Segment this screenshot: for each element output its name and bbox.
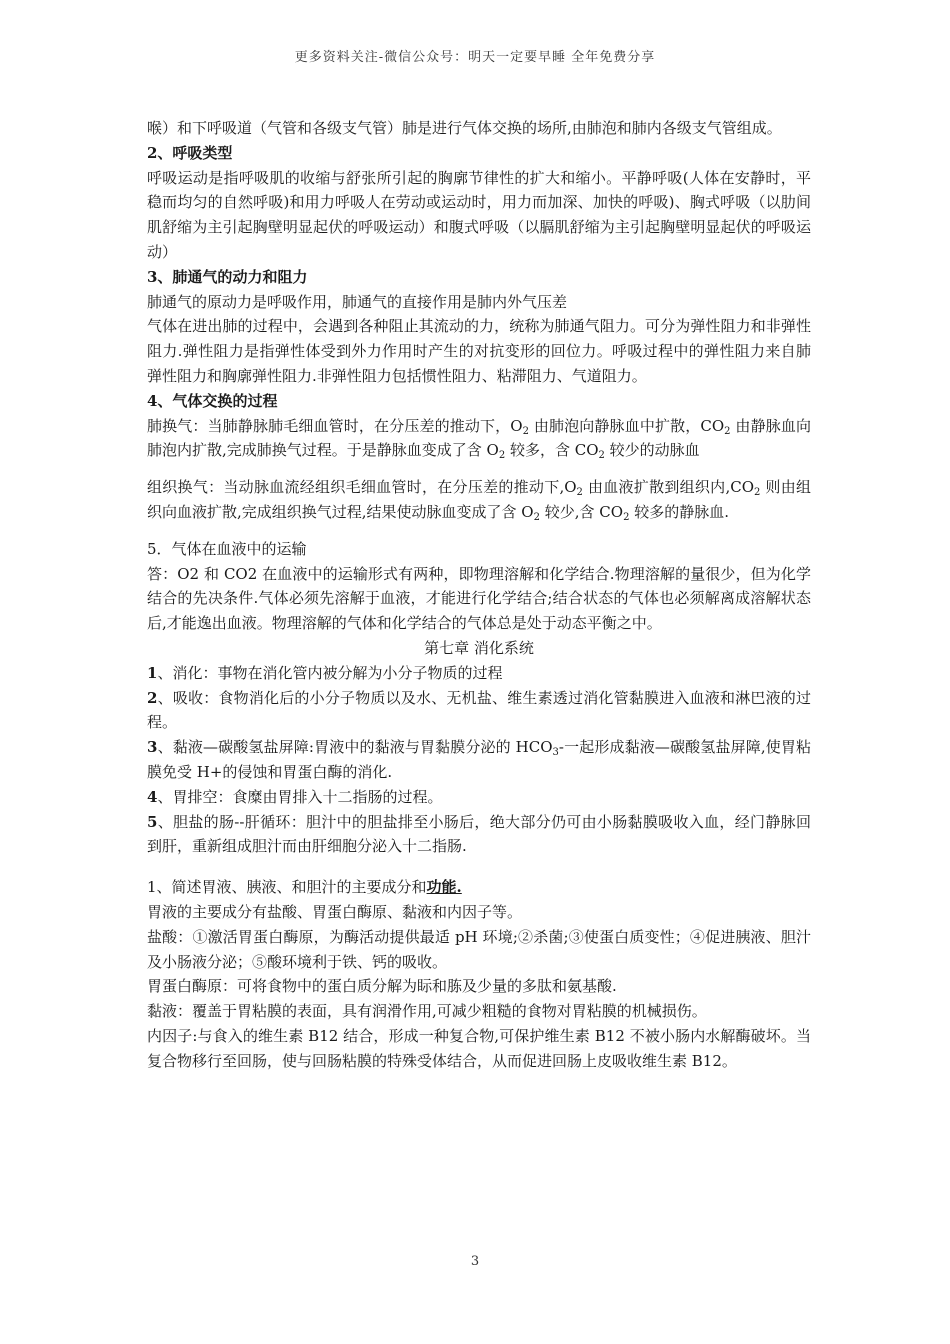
document-body xyxy=(147,116,811,1073)
answer-pepsinogen: 胃蛋白酶原：可将食物中的蛋白质分解为眎和胨及少量的多肽和氨基酸. xyxy=(147,977,617,996)
definition-absorption: 2、吸收：食物消化后的小分子物质以及水、无机盐、维生素透过消化管黏膜进入血液和淋巴液的过程。 xyxy=(147,688,811,732)
paragraph-ventilation-resistance: 气体在进出肺的过程中，会遇到各种阻止其流动的力，统称为肺通气阻力。可分为弹性阻力和非弹性阻力.弹性阻力是指弹性体受到外力作用时产生的对抗变形的回位力。呼吸过程中的弹性阻力来自肺弹性阻力和胸廓弹性阻力.非弹性阻力包括惯性阻力、粘滞阻力、气道阻力。 xyxy=(147,317,811,385)
page-header: 更多资料关注-微信公众号：明天一定要早睡 全年免费分享 xyxy=(294,50,656,65)
heading-ventilation: 3、肺通气的动力和阻力 xyxy=(147,267,308,286)
paragraph-airway: 喉）和下呼吸道（气管和各级支气管）肺是进行气体交换的场所,由肺泡和肺内各级支气管组成。 xyxy=(147,119,782,137)
definition-mucus-barrier: 3、黏液—碳酸氢盐屏障:胃液中的黏液与胃黏膜分泌的 $HCO_3-$一起形成黏液—碳酸氢盐屏障,使胃粘膜免受 H+的侵蚀和胃蛋白酶的消化. xyxy=(147,738,811,781)
answer-hydrochloric-acid: 盐酸：①激活胃蛋白酶原，为酶活动提供最适 pH 环境;②杀菌;③使蛋白质变性；④促进胰液、胆汁及小肠液分泌；⑤酸环境利于铁、钙的吸收。 xyxy=(147,927,811,971)
answer-mucus: 黏液：覆盖于胃粘膜的表面，具有润滑作用,可减少粗糙的食物对胃粘膜的机械损伤。 xyxy=(147,1002,707,1021)
heading-breathing-types: 2、呼吸类型 xyxy=(147,143,233,162)
answer-intrinsic-factor: 内因子:与食入的维生素 B12 结合，形成一种复合物,可保护维生素 B12 不被小肠内水解酶破坏。当复合物移行至回肠，使与回肠粘膜的特殊受体结合，从而促进回肠上皮吸收维生素 B12。 xyxy=(147,1026,811,1070)
heading-gas-exchange: 4、气体交换的过程 xyxy=(147,391,278,410)
paragraph-tissue-exchange: 组织换气：当动脉血流经组织毛细血管时，在分压差的推动下$,O_2$ 由血液扩散到组织内$,CO_2$ 则由组织向血液扩散,完成组织换气过程,结果使动脉血变成了含 $O_2$ 较少,含 $CO_2$ 较多的静脉血. xyxy=(147,478,811,523)
question-heading: 1、简述胃液、胰液、和胆汁的主要成分和功能. xyxy=(147,878,462,897)
answer-gastric-juice: 胃液的主要成分有盐酸、胃蛋白酶原、黏液和内因子等。 xyxy=(147,902,523,921)
page-number: 3 xyxy=(470,1254,480,1269)
paragraph-lung-exchange: 肺换气：当肺静脉肺毛细血管时，在分压差的推动下，$O_2$ 由肺泡向静脉血中扩散，$CO_2$ 由静脉血向肺泡内扩散,完成肺换气过程。于是静脉血变成了含 $O_2$ 较多，含 $CO_2$ 较少的动脉血 xyxy=(147,416,811,462)
paragraph-gas-transport: 答：O2 和 CO2 在血液中的运输形式有两种，即物理溶解和化学结合.物理溶解的量很少，但为化学结合的先决条件.气体必须先溶解于血液，才能进行化学结合;结合状态的气体也必须解离成溶解状态后,才能逸出血液。物理溶解的气体和化学结合的气体总是处于动态平衡之中。 xyxy=(147,564,811,633)
definition-digestion: 1、消化：事物在消化管内被分解为小分子物质的过程 xyxy=(147,663,503,682)
chapter-title: 第七章 消化系统 xyxy=(424,638,534,657)
heading-gas-transport: 5．气体在血液中的运输 xyxy=(147,539,307,558)
definition-gastric-emptying: 4、胃排空：食糜由胃排入十二指肠的过程。 xyxy=(147,787,443,806)
paragraph-breathing-types: 呼吸运动是指呼吸肌的收缩与舒张所引起的胸廓节律性的扩大和缩小。平静呼吸(人体在安静时，平稳而均匀的自然呼吸)和用力呼吸人在劳动或运动时，用力而加深、加快的呼吸)、胸式呼吸（以肋间肌舒缩为主引起胸壁明显起伏的呼吸运动）和腹式呼吸（以膈肌舒缩为主引起胸壁明显起伏的呼吸运动） xyxy=(147,168,811,261)
definition-bile-salt-cycle: 5、胆盐的肠--肝循环：胆汁中的胆盐排至小肠后，绝大部分仍可由小肠黏膜吸收入血，经门静脉回到肝，重新组成胆汁而由肝细胞分泌入十二指肠. xyxy=(147,812,811,856)
paragraph-ventilation-force: 肺通气的原动力是呼吸作用，肺通气的直接作用是肺内外气压差 xyxy=(147,292,568,311)
